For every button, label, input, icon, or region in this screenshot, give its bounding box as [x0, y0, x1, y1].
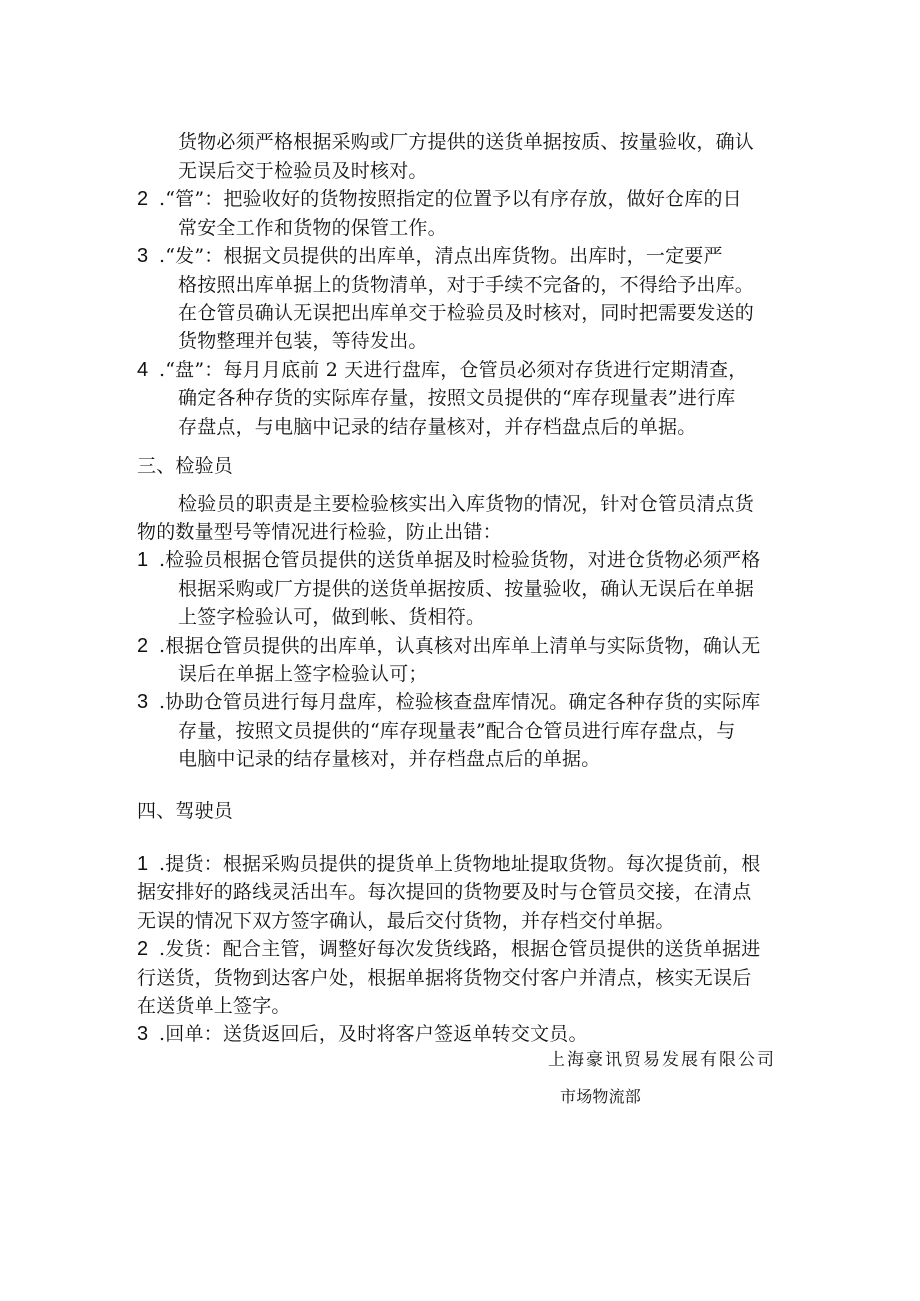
s3-item1-line2: 根据采购或厂方提供的送货单据按质、按量验收，确认无误后在单据: [178, 578, 755, 600]
s3-item3-number: 3: [137, 691, 149, 713]
s4-item1-line3: 无误的情况下双方签字确认，最后交付货物，并存档交付单据。: [137, 910, 675, 932]
s3-item3-line2: 存量，按照文员提供的“库存现量表”配合仓管员进行库存盘点，与: [178, 720, 736, 742]
s3-item3-text: .协助仓管员进行每月盘库，检验核查盘库情况。确定各种存货的实际库: [159, 691, 761, 713]
department-name: 市场物流部: [560, 1087, 642, 1106]
s3-item2-text: .根据仓管员提供的出库单，认真核对出库单上清单与实际货物，确认无: [159, 635, 761, 657]
s2-item3-line3: 在仓管员确认无误把出库单交于检验员及时核对，同时把需要发送的: [178, 302, 755, 324]
s2-item4-line1: [137, 356, 747, 384]
s3-item1-number: 1: [137, 549, 149, 571]
s2-item2-text: .“管”：把验收好的货物按照指定的位置予以有序存放，做好仓库的日: [159, 188, 742, 210]
s2-item4-text: .“盘”：每月月底前 2 天进行盘库，仓管员必须对存货进行定期清查，: [159, 359, 748, 381]
s3-intro-line2: 物的数量型号等情况进行检验，防止出错：: [137, 521, 502, 543]
s4-item1-line1: [137, 850, 760, 878]
s2-item3-line4: 货物整理并包装，等待发出。: [178, 330, 428, 352]
s2-item2-number: 2: [137, 188, 149, 210]
section4-heading: 四、驾驶员: [137, 800, 234, 822]
s3-item1-text: .检验员根据仓管员提供的送货单据及时检验货物，对进仓货物必须严格: [159, 549, 761, 571]
company-name: 上海豪讯贸易发展有限公司: [548, 1050, 776, 1070]
s4-item3-number: 3: [137, 1023, 149, 1045]
s4-item2-line2: 行送货，货物到达客户处，根据单据将货物交付客户并清点，核实无误后: [137, 967, 752, 989]
s2-item2-line1: [137, 185, 742, 213]
s2-item1-line2: 无误后交于检验员及时核对。: [178, 160, 428, 182]
s2-item4-line3: 存盘点，与电脑中记录的结存量核对，并存档盘点后的单据。: [178, 416, 697, 438]
s4-item2-line1: [137, 935, 760, 963]
s2-item3-line2: 格按照出库单据上的货物清单，对于手续不完备的，不得给予出库。: [178, 274, 755, 296]
s3-item2-line2: 误后在单据上签字检验认可；: [178, 663, 428, 685]
s2-item3-number: 3: [137, 245, 149, 267]
s4-item3-line1: [137, 1020, 588, 1048]
s2-item4-line2: 确定各种存货的实际库存量，按照文员提供的“库存现量表”进行库: [178, 387, 736, 409]
s4-item2-text: .发货：配合主管，调整好每次发货线路，根据仓管员提供的送货单据进: [159, 938, 761, 960]
s2-item3-text: .“发”：根据文员提供的出库单，清点出库货物。出库时，一定要严: [159, 245, 723, 267]
s3-intro-line1: 检验员的职责是主要检验核实出入库货物的情况，针对仓管员清点货: [178, 493, 755, 515]
s3-item2-line1: [137, 632, 760, 660]
s3-item2-number: 2: [137, 635, 149, 657]
s4-item2-number: 2: [137, 938, 149, 960]
s4-item1-text: .提货：根据采购员提供的提货单上货物地址提取货物。每次提货前，根: [159, 853, 761, 875]
s2-item1-line1: 货物必须严格根据采购或厂方提供的送货单据按质、按量验收，确认: [178, 131, 755, 153]
s3-item3-line3: 电脑中记录的结存量核对，并存档盘点后的单据。: [178, 748, 601, 770]
s4-item1-line2: 据安排好的路线灵活出车。每次提回的货物要及时与仓管员交接，在清点: [137, 881, 752, 903]
s4-item3-text: .回单：送货返回后，及时将客户签返单转交文员。: [159, 1023, 588, 1045]
s3-item1-line3: 上签字检验认可，做到帐、货相符。: [178, 606, 486, 628]
s2-item4-number: 4: [137, 359, 149, 381]
s3-item1-line1: [137, 546, 760, 574]
s4-item1-number: 1: [137, 853, 149, 875]
s4-item2-line3: 在送货单上签字。: [137, 995, 291, 1017]
s2-item3-line1: [137, 242, 723, 270]
section3-heading: 三、检验员: [137, 455, 234, 477]
s2-item2-line2: 常安全工作和货物的保管工作。: [178, 217, 447, 239]
s3-item3-line1: [137, 688, 760, 716]
